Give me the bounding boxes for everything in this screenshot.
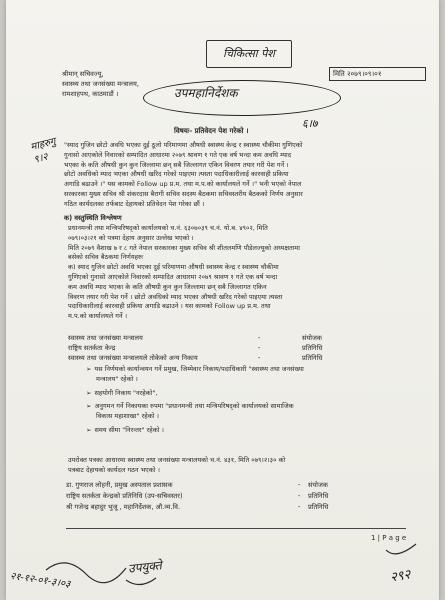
role-title: संयोजक bbox=[302, 334, 322, 342]
handwritten-circle bbox=[143, 80, 341, 116]
role-dash: - bbox=[258, 354, 261, 362]
intro-line: भएका के कति औषधी कुन कुन जिल्लामा छन् सबै जिल्लागत एकिन विवरण तयार गरी पेश गर्ने । bbox=[64, 160, 289, 169]
addressee-line-2: स्वास्थ्य तथा जनसंख्या मन्त्रालय, bbox=[62, 80, 139, 88]
member-role: प्रतिनिधि bbox=[308, 503, 329, 511]
role-org: स्वास्थ्य तथा जनसंख्या मन्त्रालयले तोकेको अन्य निकाय bbox=[68, 354, 198, 362]
subject-line: विषयः- प्रतिवेदन पेश गरेको । bbox=[174, 127, 249, 135]
section-line: बसेको सचिव बैठकमा निर्णयहरुः bbox=[68, 253, 144, 262]
section-line: कम अवधि म्याद भएका के कति औषधी कुन कुन जिल्लामा छन् सबै जिल्लागत एकिन bbox=[68, 282, 267, 291]
section-line: प्रधानमन्त्री तथा मन्त्रिपरिषद्को कार्यालयको च.नं. ६३०७०३९ च.नं. यो.ब. ४९०२, मिति bbox=[68, 224, 268, 232]
margin-handwritten-note: माहरुगु ९।२ bbox=[29, 136, 57, 166]
closing-paragraph bbox=[68, 456, 285, 476]
role-dash: - bbox=[258, 334, 261, 342]
bullet-item: ➢ अनुगमन गर्ने निकायका रुपमा "प्रधानमन्त्री तथा मन्त्रिपरिषद्को कार्यालयको सामाजिक bbox=[86, 402, 304, 412]
document-page bbox=[6, 0, 439, 600]
role-title: प्रतिनिधि bbox=[302, 354, 323, 362]
footer-rule bbox=[66, 528, 406, 529]
bottom-right-handwritten-note: २९२ bbox=[389, 567, 412, 586]
member-role: प्रतिनिधि bbox=[308, 492, 329, 500]
intro-line: छोटो अवधिको म्याद भएका औषधी खरिद गरेको पाइएमा त्यस्ता पदाधिकारीलाई कारवाही प्रकिया bbox=[64, 170, 289, 179]
section-line: म.प.को कार्यालयले गर्ने । bbox=[68, 312, 128, 321]
header-stamp: चिकित्सा पेश bbox=[206, 40, 292, 68]
date-box: मिति २०७९।०९।०१ bbox=[329, 67, 426, 81]
role-org: राष्ट्रिय सतर्कता केन्द्र bbox=[68, 344, 116, 352]
bullet-list bbox=[86, 365, 304, 436]
bullet-continuation: विकास महाशाखा" रहेको । bbox=[96, 412, 159, 421]
section-line: ०७९।०३।२१ को पत्रमा देहाय अनुसार उल्लेख भएको । bbox=[68, 233, 194, 242]
section-line: गुणिएको गुनासो आएकोले निवारको सम्पादित आधारमा २०७९ श्रावण १ गते एक वर्ष भन्दा bbox=[68, 272, 278, 281]
bottom-left-handwritten-note: २१-१२-०१-३।०३ bbox=[9, 570, 71, 591]
intro-line: गुनासो आएकोले निवारको सम्पादित आधारमा २०७९ श्रावण १ गते एक वर्ष भन्दा कम अवधि म्याद bbox=[64, 150, 292, 159]
member-name: डा. गुणराज लोहनी, प्रमुख अस्पताल प्रशासक bbox=[66, 481, 173, 489]
handwritten-signature-number: ६।७ bbox=[302, 117, 318, 130]
member-role: संयोजक bbox=[308, 481, 328, 489]
intro-line: सरकारका मुख्य सचिव श्री शंकरदास बैरागी सचिव सदस्य बैठकमा सचिवस्तरीय बैठकको निर्णय अनुसार bbox=[64, 189, 303, 198]
section-line: पदाधिकारीलाई कारवाही प्रकिया अगाडि बढाउने । यस कामको Follow up प्र.म. तथा bbox=[68, 302, 271, 311]
member-name: राष्ट्रिय सतर्कता केन्द्रको प्रतिनिधि (उप-सचिवस्तर) bbox=[66, 492, 183, 500]
handwritten-circle-text: उपमहानिर्देशक bbox=[174, 86, 238, 100]
member-dash: - bbox=[298, 503, 301, 511]
intro-line: "स्याद गुजिन छोटो अवधि भएका दुई ठूलो परिमाणमा औषधी स्वास्थ्य केन्द्र र स्वास्थ्य चौकीमा गुणिएको bbox=[64, 141, 303, 149]
bullet-item: ➢ यस निर्णयको कार्यान्वयन गर्ने प्रमुख, जिम्मेवार निकाय/पदाधिकारी "स्वास्थ्य तथा जनसंख्या bbox=[86, 365, 304, 375]
closing-line: पत्रबाट देहायको कार्यदल गठन भएको । bbox=[68, 465, 160, 474]
bullet-item: ➢ समय सीमा "निरन्तर" रहेको । bbox=[86, 426, 304, 436]
section-paragraph bbox=[68, 224, 300, 322]
handwriting-strokes bbox=[6, 540, 439, 600]
member-dash: - bbox=[298, 481, 301, 489]
member-dash: - bbox=[298, 492, 301, 500]
addressee-line-1: श्रीमान् सचिवज्यू, bbox=[62, 70, 104, 78]
section-heading: क) वस्तुस्थिति विश्लेषण bbox=[64, 214, 122, 222]
bottom-middle-handwritten-note: उपयुक्ते bbox=[127, 558, 163, 576]
bullet-item: ➢ सहयोगी निकाय "नरहेको", bbox=[86, 389, 304, 399]
intro-paragraph bbox=[64, 141, 303, 210]
section-line: विवरण तयार गरी पेश गर्ने । छोटो अवधिको म्याद भएका औषधी खरिद गरेको पाइएमा त्यस्ता bbox=[68, 292, 283, 301]
role-title: प्रतिनिधि bbox=[302, 344, 323, 352]
closing-line: उपरोक्त पत्रका आधारमा स्वास्थ्य तथा जनसंख्या मन्त्रालयको च.नं. ४३१, मिति ०७९।२।३० को bbox=[68, 456, 286, 464]
member-name: श्री गजेन्द्र बहादुर भुजू , महानिर्देशक, औ.व्य.वि. bbox=[66, 503, 181, 511]
intro-line: गठित कार्यदलका तर्फबाट देहायको प्रतिवेदन पेश गरेका छौं । bbox=[64, 199, 205, 208]
addressee-line-3: रामशाहपथ, काठमाडौं । bbox=[62, 90, 119, 98]
intro-line: अगाडि बढाउने ।" यस कामको Follow up प्र.म. तथा म.प.को कार्यालयले गर्ने ।" भनी भएको नेपाल bbox=[64, 180, 302, 189]
page-number: 1 | P a g e bbox=[371, 534, 407, 542]
role-dash: - bbox=[258, 344, 261, 352]
section-line: क) स्याद गुजिन छोटो अवधि भएका दुई परिमाणमा औषधी स्वास्थ्य केन्द्र र स्वास्थ्य चौकीमा bbox=[68, 263, 279, 272]
section-line: मिति २०७९ वैशाख ७ र ८ गते नेपाल सरकारका मुख्य सचिव श्री शीतलमणि पौडेलज्यूको अध्यक्षतामा bbox=[68, 243, 300, 252]
role-org: स्वास्थ्य तथा जनसंख्या मन्त्रालय bbox=[68, 334, 143, 342]
bullet-continuation: मन्त्रालय" रहेको । bbox=[96, 374, 138, 383]
